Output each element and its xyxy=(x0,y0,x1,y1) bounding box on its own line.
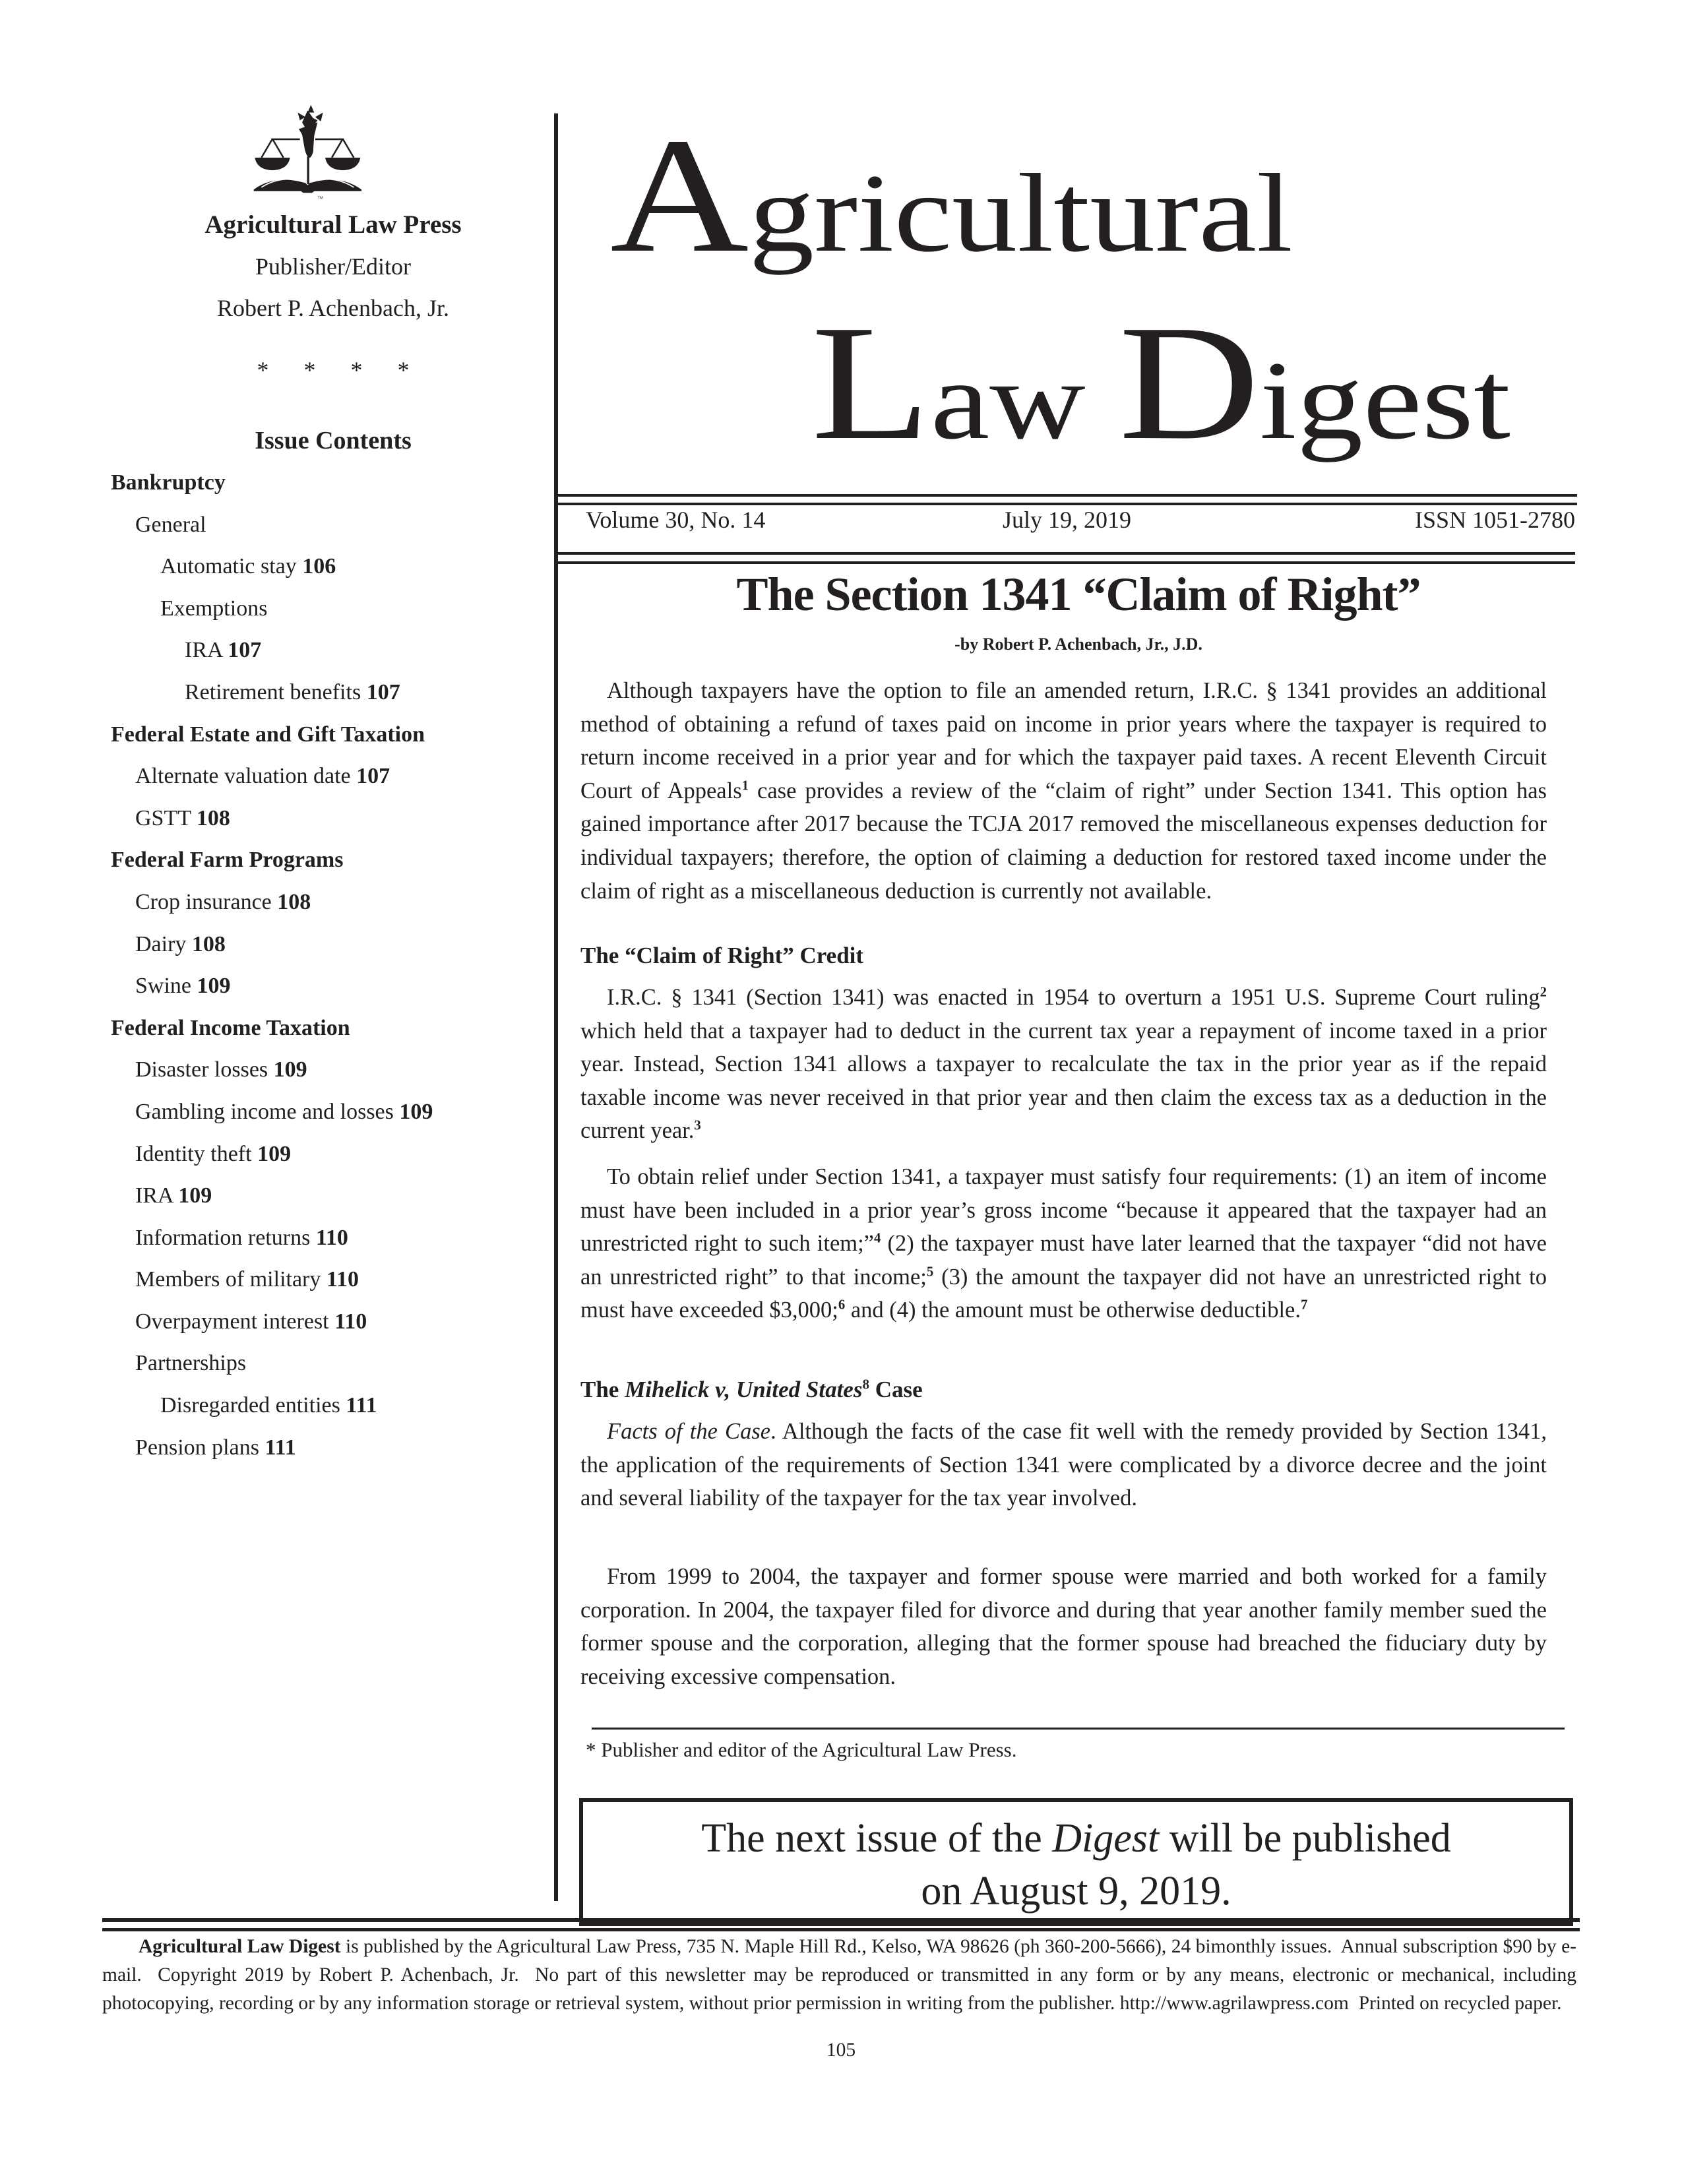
toc-page-number: 107 xyxy=(228,638,262,663)
masthead-word: gricultural xyxy=(749,151,1293,275)
toc-label: Partnerships xyxy=(135,1351,247,1376)
publisher-role: Publisher/Editor xyxy=(255,253,411,280)
masthead-rule xyxy=(558,561,1575,564)
heading-text: Case xyxy=(869,1377,923,1402)
toc-label: Retirement benefits xyxy=(185,679,361,704)
toc-page-number: 107 xyxy=(356,764,390,789)
notice-text: will be published xyxy=(1159,1816,1451,1861)
toc-entry[interactable] xyxy=(111,1435,546,1477)
footnote-ref[interactable]: 3 xyxy=(694,1118,701,1133)
article-paragraph xyxy=(580,981,1547,1148)
paragraph-text: which held that a taxpayer had to deduct in the current tax year a repayment of income taxed in a prior year. Instead, Section 1341 allows a taxpayer to recalculate the tax in the prior year as if the repaid taxable income was never received in that prior year and then claim the excess tax as a deduction in the current year. xyxy=(580,1018,1547,1144)
masthead-rule xyxy=(558,552,1575,555)
toc-entry[interactable] xyxy=(111,679,546,722)
column-divider xyxy=(554,113,558,1901)
heading-text: The xyxy=(580,1377,625,1402)
toc-section[interactable] xyxy=(111,847,546,889)
issue-contents-title: Issue Contents xyxy=(255,427,412,454)
footnote-ref[interactable]: 8 xyxy=(862,1376,869,1392)
scales-book-corn-logo-icon xyxy=(253,98,385,204)
toc-label: Federal Estate and Gift Taxation xyxy=(111,722,425,747)
article-paragraph xyxy=(580,1415,1547,1515)
volume-number: Volume 30, No. 14 xyxy=(586,507,766,533)
toc-entry[interactable] xyxy=(111,1225,546,1267)
notice-digest: Digest xyxy=(1052,1816,1160,1861)
article-paragraph xyxy=(580,674,1547,908)
toc-label: Automatic stay xyxy=(160,554,297,579)
paragraph-text: (2) the taxpayer must have later learned that the taxpayer “did not have an unrestricted right” to that income; xyxy=(580,1231,1547,1290)
masthead-word: aw xyxy=(930,338,1119,462)
toc-section[interactable] xyxy=(111,722,546,764)
toc-page-number: 108 xyxy=(277,889,311,914)
footnote-divider xyxy=(592,1728,1565,1730)
toc-label: Alternate valuation date xyxy=(135,764,351,789)
toc-page-number: 108 xyxy=(196,805,230,830)
imprint-rule xyxy=(102,1928,1580,1931)
toc-label: Crop insurance xyxy=(135,889,272,914)
paragraph-text: case provides a review of the “claim of right” under Section 1341. This option has gained importance after 2017 because the TCJA 2017 removed the miscellaneous expenses deduction for individual taxpayers; therefore, the option of claiming a deduction for restored taxed income under the claim of right as a miscellaneous deduction is currently not available. xyxy=(580,778,1547,904)
masthead-word: igest xyxy=(1259,338,1511,462)
toc-page-number: 108 xyxy=(191,931,226,956)
toc-page-number: 109 xyxy=(399,1099,433,1124)
toc-entry[interactable] xyxy=(111,763,546,805)
next-issue-notice xyxy=(579,1798,1573,1926)
toc-page-number: 110 xyxy=(315,1225,348,1250)
paragraph-text: I.R.C. § 1341 (Section 1341) was enacted in 1954 to overturn a 1951 U.S. Supreme Court ruling xyxy=(607,985,1540,1010)
toc-entry[interactable] xyxy=(111,553,546,596)
toc-label: Gambling income and losses xyxy=(135,1099,394,1124)
toc-entry[interactable] xyxy=(111,1141,546,1183)
paragraph-text: To obtain relief under Section 1341, a taxpayer must satisfy four requirements: (1) an item of income must have been included in a prior year’s gross income “because it appeared that the taxpayer had an unrestricted right to such item;” xyxy=(580,1164,1547,1257)
notice-text: The next issue of the xyxy=(701,1816,1053,1861)
toc-label: Identity theft xyxy=(135,1141,252,1166)
footnote-ref[interactable]: 2 xyxy=(1540,985,1547,1000)
imprint-text: is published by the Agricultural Law Press, 735 N. Maple Hill Rd., Kelso, WA 98626 (ph 360-200-5666), 24 bimonthly issues. Annual subscription $90 by e-mail. Copyright 2019 by Robert P. Achenbach, Jr. No part of this newsletter may be reproduced or transmitted in any form or by any means, electronic or mechanical, including photocopying, recording or by any information storage or retrieval system, without prior permission in writing from the publisher. http://www.agrilawpress.com Printed on recycled paper. xyxy=(102,1936,1582,2014)
footnote-ref[interactable]: 6 xyxy=(838,1297,846,1313)
toc-label: Federal Income Taxation xyxy=(111,1015,350,1040)
toc-label: Information returns xyxy=(135,1225,311,1250)
toc-page-number: 109 xyxy=(257,1141,292,1166)
masthead-initial: D xyxy=(1118,292,1260,474)
paragraph-text: Although taxpayers have the option to file an amended return, I.R.C. § 1341 provides an additional method of obtaining a refund of taxes paid on income in prior years where the taxpayer is required to return income received in a prior year and for which the taxpayer paid taxes. A recent Eleventh Circuit Court of Appeals xyxy=(580,678,1547,803)
toc-label: Swine xyxy=(135,974,191,999)
toc-label: Exemptions xyxy=(160,596,268,621)
masthead-rule xyxy=(558,503,1577,505)
article-paragraph: From 1999 to 2004, the taxpayer and former spouse were married and both worked for a family corporation. In 2004, the taxpayer filed for divorce and during that year another family member sued the former spouse and the corporation, alleging that the former spouse had breached the fiduciary duty by receiving excessive compensation. xyxy=(580,1564,1547,1689)
toc-label: IRA xyxy=(135,1183,173,1208)
publisher-name: Robert P. Achenbach, Jr. xyxy=(217,295,449,321)
footnote-ref[interactable]: 1 xyxy=(741,778,749,794)
masthead-title-line2 xyxy=(811,292,1511,474)
toc-entry[interactable] xyxy=(111,637,546,679)
notice-line: on August 9, 2019. xyxy=(921,1869,1231,1914)
toc-label: Overpayment interest xyxy=(135,1309,329,1334)
publication-imprint xyxy=(102,1933,1582,2018)
toc-entry[interactable] xyxy=(111,973,546,1015)
article-paragraph xyxy=(580,1160,1547,1327)
paragraph-text: (3) the amount the taxpayer did not have an unrestricted right to must have exceeded $3,000; xyxy=(580,1264,1547,1323)
toc-label: Members of military xyxy=(135,1267,321,1292)
toc-label: Pension plans xyxy=(135,1435,259,1460)
page-number: 105 xyxy=(826,2040,856,2061)
press-name: Agricultural Law Press xyxy=(204,210,462,239)
toc-entry[interactable] xyxy=(111,1183,546,1225)
section-heading: The “Claim of Right” Credit xyxy=(580,943,864,968)
toc-label: General xyxy=(135,512,206,537)
toc-section[interactable] xyxy=(111,1015,546,1057)
toc-page-number: 107 xyxy=(366,679,400,704)
imprint-title: Agricultural Law Digest xyxy=(139,1936,341,1957)
toc-entry[interactable] xyxy=(111,512,546,554)
toc-label: IRA xyxy=(185,638,222,663)
footnote-ref[interactable]: 7 xyxy=(1301,1297,1308,1313)
toc-entry[interactable] xyxy=(111,889,546,931)
toc-page-number: 110 xyxy=(334,1309,367,1334)
issue-date: July 19, 2019 xyxy=(1003,507,1132,533)
toc-page-number: 109 xyxy=(197,974,231,999)
toc-page-number: 111 xyxy=(265,1435,296,1460)
article-title: The Section 1341 “Claim of Right” xyxy=(736,568,1421,621)
toc-page-number: 111 xyxy=(346,1393,377,1418)
toc-entry[interactable] xyxy=(111,1392,546,1435)
footnote-ref[interactable]: 4 xyxy=(874,1231,881,1246)
section-heading xyxy=(580,1373,1547,1406)
masthead-title-line1 xyxy=(610,104,1293,287)
notice-line xyxy=(583,1814,1569,1863)
toc-entry[interactable] xyxy=(111,1099,546,1141)
paragraph-lead: Facts of the Case xyxy=(607,1419,771,1444)
toc-label: Federal Farm Programs xyxy=(111,848,344,873)
masthead-initial: A xyxy=(610,104,749,287)
section-separator: * * * * xyxy=(257,357,424,383)
toc-entry[interactable] xyxy=(111,931,546,974)
toc-label: Disaster losses xyxy=(135,1057,268,1082)
toc-page-number: 109 xyxy=(273,1057,307,1082)
toc-entry[interactable] xyxy=(111,1266,546,1309)
paragraph-text: and (4) the amount must be otherwise deductible. xyxy=(845,1297,1301,1323)
toc-entry[interactable] xyxy=(111,596,546,638)
toc-page-number: 110 xyxy=(326,1267,359,1292)
toc-label: Bankruptcy xyxy=(111,470,226,495)
toc-section[interactable] xyxy=(111,470,546,512)
author-footnote: * Publisher and editor of the Agricultural Law Press. xyxy=(586,1738,1017,1761)
toc-entry[interactable] xyxy=(111,1350,546,1392)
article-byline: -by Robert P. Achenbach, Jr., J.D. xyxy=(954,635,1202,654)
toc-label: Disregarded entities xyxy=(160,1393,340,1418)
toc-label: Dairy xyxy=(135,931,187,956)
paragraph-text: . Although the facts of the case fit well with the remedy provided by Section 1341, the application of the requirements of Section 1341 were complicated by a divorce decree and the joint and several liability of the taxpayer for the tax year involved. xyxy=(580,1419,1547,1511)
issue-contents-list xyxy=(111,470,546,1476)
masthead-initial: L xyxy=(811,292,931,474)
case-name: Mihelick v, United States xyxy=(625,1377,863,1402)
footnote-ref[interactable]: 5 xyxy=(926,1264,934,1280)
logo-trademark: TM xyxy=(317,196,323,201)
masthead-rule xyxy=(558,494,1577,497)
toc-entry[interactable] xyxy=(111,805,546,848)
toc-entry[interactable] xyxy=(111,1309,546,1351)
toc-label: GSTT xyxy=(135,805,191,830)
toc-entry[interactable] xyxy=(111,1057,546,1099)
toc-page-number: 106 xyxy=(302,554,336,579)
issn: ISSN 1051-2780 xyxy=(1414,507,1575,533)
toc-page-number: 109 xyxy=(178,1183,212,1208)
